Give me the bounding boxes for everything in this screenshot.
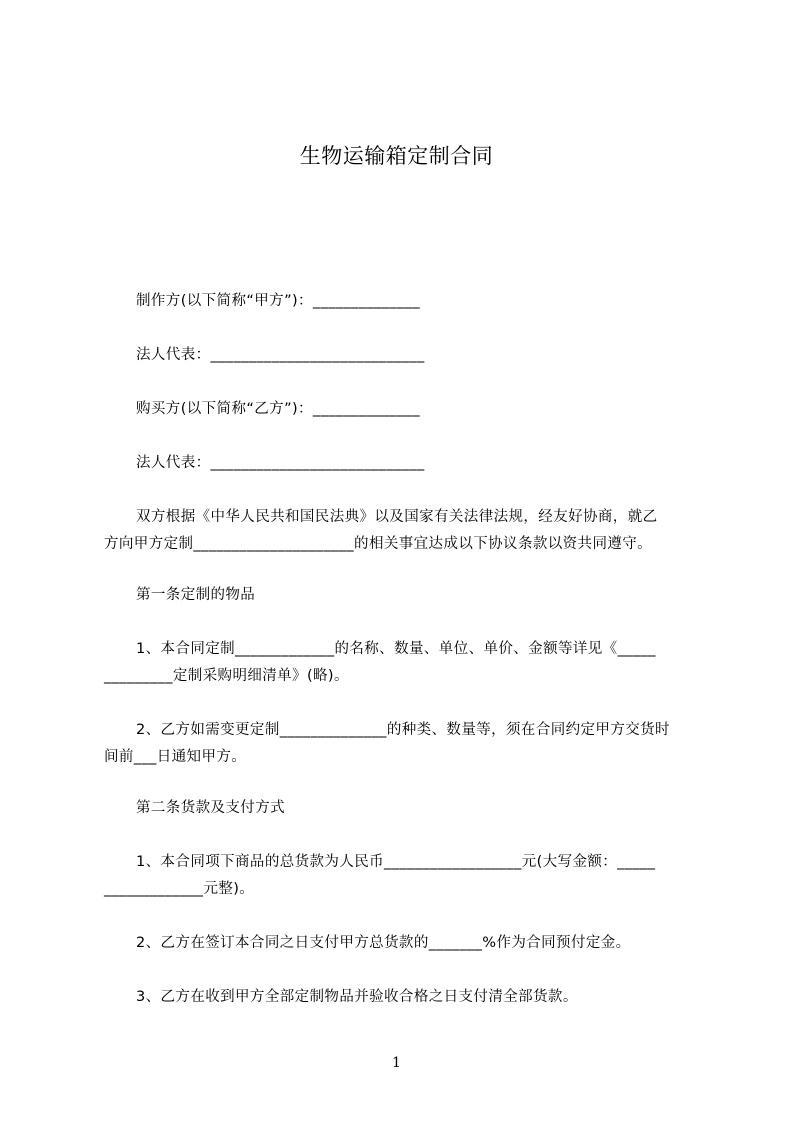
party-b-line: 购买方(以下简称“乙方”)：______________	[136, 401, 421, 417]
page-title: 生物运输箱定制合同	[299, 144, 494, 168]
article-1-clause-1-line-2: _________定制采购明细清单》(略)。	[104, 668, 349, 684]
article-2-clause-1-line-1: 1、本合同项下商品的总货款为人民币__________________元(大写金额：_____	[136, 854, 656, 870]
party-b-legal-rep-line: 法人代表：____________________________	[136, 455, 425, 471]
article-1-clause-1-line-1: 1、本合同定制_____________的名称、数量、单位、单价、金额等详见《_____	[136, 641, 656, 657]
article-2-clause-3: 3、乙方在收到甲方全部定制物品并验收合格之日支付清全部货款。	[136, 989, 578, 1005]
page-number: 1	[392, 1055, 401, 1071]
article-2-clause-2: 2、乙方在签订本合同之日支付甲方总货款的_______%作为合同预付定金。	[136, 935, 631, 951]
article-2-heading: 第二条货款及支付方式	[136, 800, 285, 816]
party-a-legal-rep-line: 法人代表：____________________________	[136, 347, 425, 363]
article-1-heading: 第一条定制的物品	[136, 587, 256, 603]
article-1-clause-2-line-1: 2、乙方如需变更定制______________的种类、数量等，须在合同约定甲方交货时	[136, 722, 670, 738]
preamble-line-2: 方向甲方定制_____________________的相关事宜达成以下协议条款以资共同遵守。	[104, 536, 653, 552]
party-a-line: 制作方(以下简称“甲方”)：______________	[136, 293, 421, 309]
article-2-clause-1-line-2: _____________元整)。	[104, 881, 255, 897]
article-1-clause-2-line-2: 间前___日通知甲方。	[104, 749, 247, 765]
preamble-line-1: 双方根据《中华人民共和国民法典》以及国家有关法律法规，经友好协商，就乙	[136, 509, 658, 525]
